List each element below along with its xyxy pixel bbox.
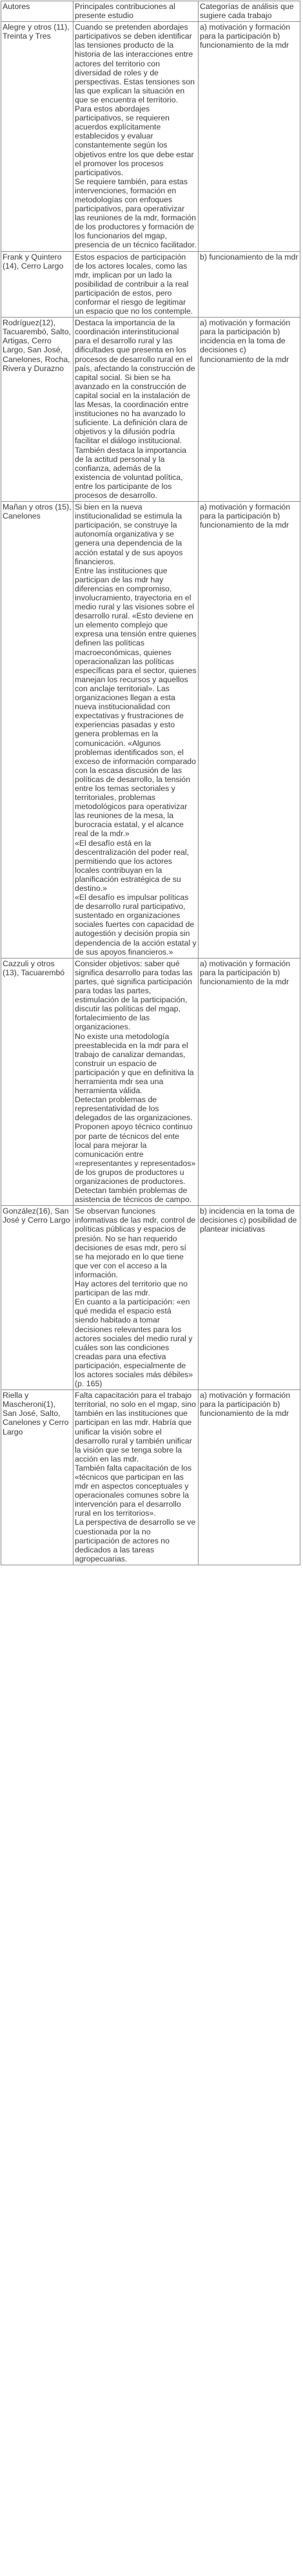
contribution-paragraph: Hay actores del territorio que no participan de las mdr. [75,1279,188,1298]
authors-cell: Alegre y otros (11), Treinta y Tres [1,22,73,251]
categories-cell: a) motivación y formación para la participación b) incidencia en la toma de decisiones c) funcionamiento de la mdr [199,318,300,502]
contributions-cell [73,1390,199,1565]
authors-cell: Rodríguez(12), Tacuarembó, Salto, Artigas, Cerro Largo, San José, Canelones, Rocha, Rivera y Durazno [1,318,73,502]
table-row [1,251,300,318]
studies-table [1,1,300,1565]
contribution-paragraph: Estos espacios de participación de los actores locales, como las mdr, implican por un lado la posibilidad de contribuir a la real participación de estos, pero conformar el riesgo de legitimar un espacio que no los contemple. [75,252,193,316]
categories-cell: a) motivación y formación para la participación b) funcionamiento de la mdr [199,22,300,251]
contribution-paragraph: Si bien en la nueva institucionalidad se estimula la participación, se construye la autonomía organizativa y se genera una dependencia de la acción estatal y de sus apoyos financieros. [75,502,183,566]
contributions-cell [73,1206,199,1390]
contribution-paragraph: Entre las instituciones que participan de las mdr hay diferencias en compromiso, involucramiento, trayectoria en el medio rural y las visiones sobre el desarrollo rural. «Esto deviene en un elemento complejo que expresa una tensión entre quienes definen las políticas macroeconómicas, quienes operacionalizan las políticas específicas para el sector, quienes manejan los recursos y aquellos con anclaje territorial». Las organizaciones llegan a esta nueva institucionalidad con expectativas y frustraciones de experiencias pasadas y esto genera problemas en la comunicación. «Algunos problemas identificados son, el exceso de información comparado con la escasa discusión de las políticas de desarrollo, la tensión entre los temas sectoriales y territoriales, problemas metodológicos para operativizar las reuniones de la mesa, la burocracia estatal, y el alcance real de la mdr.» [75,566,197,839]
table-row [1,318,300,502]
contribution-paragraph: Detectan problemas de representatividad de los delegados de las organizaciones. Proponen apoyo técnico continuo por parte de técnicos del ente local para mejorar la comunicación entre «representantes y representados» de los grupos de productores u organizaciones de productores. [75,1095,196,1186]
contribution-paragraph: Falta capacitación para el trabajo territorial, no solo en el mgap, sino también en las instituciones que participan en las mdr. Habría que unificar la visión sobre el desarrollo rural y también unificar la visión que se tenga sobre la acción en las mdr. [75,1391,196,1464]
contribution-paragraph: Cuando se pretenden abordajes participativos se deben identificar las tensiones producto de la historia de las interacciones entre actores del territorio con diversidad de roles y de perspectivas. Estas tensiones son las que explican la situación en que se encuentra el territorio. [75,23,195,104]
contribution-paragraph: Se requiere también, para estas intervenciones, formación en metodologías con enfoques participativos, para operativizar las reuniones de la mdr, formación de los productores y formación de los funcionarios del mgap, presencia de un técnico facilitador. [75,177,197,250]
header-contributions: Principales contribuciones al presente estudio [73,1,199,22]
contribution-paragraph: También destaca la importancia de la actitud personal y la confianza, además de la existencia de voluntad política, entre los participante de los procesos de desarrollo. [75,445,186,500]
contribution-paragraph: Se observan funciones informativas de las mdr, control de políticas públicas y espacios de presión. No se han requerido decisiones de esas mdr, pero sí se ha mejorado en lo que tiene que ver con el acceso a la información. [75,1207,196,1279]
table-row [1,1390,300,1565]
contribution-paragraph: En cuanto a la participación: «en qué medida el espacio está siendo habitado a tomar decisiones relevantes para los actores sociales del medio rural y cuáles son las condiciones creadas para una efectiva participación, especialmente de los actores sociales más débiles» (p. 165) [75,1297,193,1389]
contribution-paragraph: «El desafío está en la descentralización del poder real, permitiendo que los actores locales contribuyan en la planificación estratégica de su destino.» [75,838,190,893]
authors-cell: Cazzuli y otros (13), Tacuarembó [1,958,73,1206]
document-page [0,1,303,1565]
authors-cell: González(16), San José y Cerro Largo [1,1206,73,1390]
authors-cell: Riella y Mascheroni(1), San José, Salto, Canelones y Cerro Largo [1,1390,73,1565]
contributions-cell [73,22,199,251]
contributions-cell [73,958,199,1206]
contribution-paragraph: La perspectiva de desarrollo se ve cuestionada por la no participación de actores no dedicados a las tareas agropecuarias. [75,1518,196,1563]
table-row [1,958,300,1206]
categories-cell: b) incidencia en la toma de decisiones c) posibilidad de plantear iniciativas [199,1206,300,1390]
contribution-paragraph: No existe una metodología preestablecida en la mdr para el trabajo de canalizar demandas, construir un espacio de participación y que en definitiva la herramienta mdr sea una herramienta válida. [75,1031,194,1096]
categories-cell: a) motivación y formación para la participación b) funcionamiento de la mdr [199,958,300,1206]
contributions-cell [73,318,199,502]
table-row [1,1206,300,1390]
contributions-cell [73,251,199,318]
table-header-row [1,1,300,22]
categories-cell: a) motivación y formación para la participación b) funcionamiento de la mdr [199,502,300,959]
contribution-paragraph: Para estos abordajes participativos, se requieren acuerdos explícitamente establecidos y evaluar constantemente según los objetivos entre los que debe estar el promover los procesos participativos. [75,104,194,177]
table-row [1,22,300,251]
contribution-paragraph: Detectan también problemas de asistencia de técnicos de campo. [75,1186,192,1205]
header-authors: Autores [1,1,73,22]
table-body [1,22,300,1565]
contribution-paragraph: Consider objetivos: saber qué significa desarrollo para todas las partes, qué significa participación para todas las partes, estimulación de la participación, discutir las políticas del mgap, fortalecimiento de las organizaciones. [75,959,193,1032]
categories-cell: a) motivación y formación para la participación b) funcionamiento de la mdr [199,1390,300,1565]
categories-cell: b) funcionamiento de la mdr [199,251,300,318]
header-categories: Categorías de análisis que sugiere cada trabajo [199,1,300,22]
contribution-paragraph: «El desafío es impulsar políticas de desarrollo rural participativo, sustentado en organizaciones sociales fuertes con capacidad de autogestión y decisión propia sin dependencia de la acción estatal y de sus apoyos financieros.» [75,893,197,957]
authors-cell: Frank y Quintero (14), Cerro Largo [1,251,73,318]
contribution-paragraph: También falta capacitación de los «técnicos que participan en las mdr en aspectos conceptuales y operacionales comunes sobre la intervención para el desarrollo rural en los territorios». [75,1463,192,1518]
authors-cell: Mañan y otros (15), Canelones [1,502,73,959]
contribution-paragraph: Destaca la importancia de la coordinación interinstitucional para el desarrollo rural y las dificultades que presenta en los procesos de desarrollo rural en el país, afectando la construcción de capital social. Si bien se ha avanzado en la construcción de capital social en la instalación de las Mesas, la coordinación entre instituciones no ha avanzado lo suficiente. La definición clara de objetivos y la difusión podría facilitar el diálogo institucional. [75,318,195,446]
contributions-cell [73,502,199,959]
table-row [1,502,300,959]
